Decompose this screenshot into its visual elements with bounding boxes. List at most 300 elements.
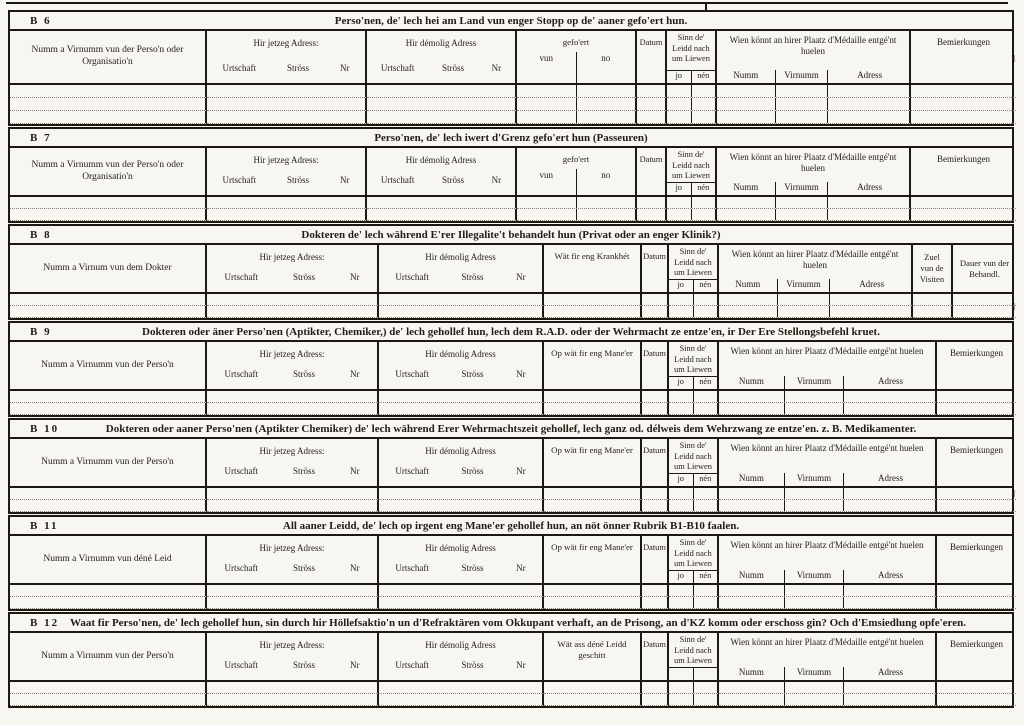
col-special-header (544, 342, 642, 389)
entry-cell (642, 488, 669, 500)
entry-subcells (517, 209, 635, 220)
address-label: Hir démolig Adress (425, 640, 496, 650)
entry-cell (10, 597, 207, 609)
col-special-header (544, 536, 642, 583)
address-subheaders (367, 63, 515, 74)
subcol-label: Urtschaft (224, 562, 258, 573)
section-title-row (10, 226, 1012, 245)
col-current-address-header (207, 245, 379, 292)
entry-row (10, 585, 1012, 597)
entry-cell (642, 682, 669, 694)
subcol-label: Urtschaft (395, 465, 429, 476)
subcol-label: Adress (829, 279, 913, 292)
entry-subcells (669, 391, 717, 402)
entry-subcells (667, 111, 715, 123)
col-current-address-header (207, 536, 379, 583)
entry-cell (719, 597, 937, 609)
entry-subcells (667, 197, 715, 208)
entry-cell (667, 98, 717, 111)
entry-cell (10, 111, 207, 124)
entry-subcells (669, 294, 717, 305)
col-alive-header (669, 439, 719, 486)
col-former-address-header (367, 148, 517, 195)
section-header-row (10, 633, 1012, 682)
col-medal-recipient-header (717, 31, 911, 83)
section-id: B 6 (30, 14, 52, 27)
entry-cell (719, 500, 937, 512)
col-former-address-header (379, 439, 544, 486)
col-former-address-header (379, 633, 544, 680)
subcol-label: Nr (516, 368, 526, 379)
section-title: All aaner Leidd, de' lech op irgent eng Mane'er gehollef hun, an nöt önner Rubrik B1-B10 faalen. (282, 519, 740, 532)
entry-cell (367, 197, 517, 209)
entry-row (10, 500, 1012, 512)
special-label: Op wät fir eng Mane'er (551, 348, 633, 358)
entry-cell (913, 294, 953, 306)
medal-recipient-subheaders (719, 570, 935, 583)
entry-cell (937, 597, 1016, 609)
entry-cell (669, 500, 719, 512)
address-label: Hir jetzeg Adress: (253, 38, 319, 48)
alive-label: Sinn de' Leidd nach um Liewen (674, 635, 712, 665)
entry-cell (719, 294, 913, 306)
address-label: Hir jetzeg Adress: (259, 252, 325, 262)
alive-subheaders (669, 376, 717, 389)
subcol-label: Ströss (441, 174, 464, 185)
alive-subheaders (669, 473, 717, 486)
entry-row (10, 682, 1012, 694)
section-b10 (8, 418, 1014, 514)
section-header-row (10, 439, 1012, 488)
col-special-header (517, 148, 637, 195)
alive-subheaders (669, 570, 717, 583)
entry-subcells (719, 500, 935, 511)
address-label: Hir démolig Adress (425, 543, 496, 553)
col-special-header (544, 245, 642, 292)
subcol-label: Nr (516, 465, 526, 476)
subcol-label: jo (675, 71, 682, 80)
entry-row (10, 98, 1012, 111)
col-medal-recipient-header (719, 633, 937, 680)
section-title-row (10, 420, 1012, 439)
subcol-label: Ströss (461, 465, 484, 476)
entry-row (10, 294, 1012, 306)
col-name-header: Numm a Virnumm vun der Perso'n (10, 633, 207, 680)
medal-recipient-subheaders (719, 473, 935, 486)
entry-cell (207, 306, 379, 318)
subcol-label: Numm (738, 570, 764, 580)
section-header-row (10, 342, 1012, 391)
subcol-label: Numm (738, 376, 764, 386)
entry-cell (717, 98, 911, 111)
subcol-label: nén (693, 571, 718, 583)
entry-cell (642, 306, 669, 318)
medal-recipient-label: Wien könnt an hirer Plaatz d'Médaille entgé'nt huelen (729, 152, 897, 174)
entry-cell (669, 294, 719, 306)
subcol-label: Urtschaft (380, 62, 415, 73)
subcol-label: Ströss (461, 562, 484, 573)
subcol-label: Virnumm (784, 473, 843, 486)
section-id: B 9 (30, 325, 52, 338)
entry-cell (379, 597, 544, 609)
subcol-label: Adress (843, 376, 937, 389)
col-special-header (544, 439, 642, 486)
subcol-label: Ströss (292, 659, 315, 670)
subcol-label: nén (691, 183, 716, 195)
alive-subheaders (667, 70, 715, 83)
subcol-label: Urtschaft (395, 271, 429, 282)
entry-cell (544, 306, 642, 318)
entry-cell (544, 294, 642, 306)
entry-cell (717, 197, 911, 209)
entry-row (10, 197, 1012, 209)
col-tail-0-header: Bemierkungen (950, 639, 1003, 649)
entry-cell (544, 488, 642, 500)
address-subheaders (379, 369, 542, 380)
col-name-header: Numm a Virnumm vun déné Leid (10, 536, 207, 583)
alive-label: Sinn de' Leidd nach um Liewen (674, 441, 712, 471)
address-label: Hir démolig Adress (425, 446, 496, 456)
entry-cell (669, 694, 719, 706)
subcol-label: Ströss (292, 368, 315, 379)
entry-cell (379, 391, 544, 403)
col-special-header (544, 633, 642, 680)
medal-recipient-label: Wien könnt an hirer Plaatz d'Médaille entgé'nt huelen (730, 637, 924, 647)
col-name-header: Numm a Virnumm vun der Perso'n (10, 439, 207, 486)
subcol-label: Ströss (292, 465, 315, 476)
section-header-row (10, 536, 1012, 585)
alive-label: Sinn de' Leidd nach um Liewen (674, 344, 712, 374)
address-label: Hir jetzeg Adress: (259, 640, 325, 650)
entry-cell (207, 488, 379, 500)
col-tail-0-header: Bemierkungen (937, 154, 990, 164)
subcol-label: Urtschaft (380, 174, 415, 185)
entry-cell (207, 403, 379, 415)
page-top-edge-line (6, 2, 1008, 4)
entry-subcells (669, 488, 717, 499)
entry-cell (717, 85, 911, 98)
section-title-row (10, 129, 1012, 148)
entry-row (10, 488, 1012, 500)
entry-cell (937, 391, 1016, 403)
subcol-label: Ströss (461, 271, 484, 282)
entry-cell (719, 391, 937, 403)
entry-row (10, 597, 1012, 609)
entry-cell (517, 197, 637, 209)
entry-cell (10, 209, 207, 221)
subcol-label: Urtschaft (224, 465, 258, 476)
subcol-label: Nr (491, 62, 502, 73)
entry-cell (544, 682, 642, 694)
address-subheaders (379, 466, 542, 477)
section-title: Perso'nen, de' lech iwert d'Grenz gefo'ert hun (Passeuren) (374, 131, 648, 144)
entry-cell (911, 197, 1016, 209)
subcol-label: Virnumm (775, 70, 828, 83)
entry-subcells (717, 197, 909, 208)
subcol-label: Virnumm (775, 182, 828, 195)
address-label: Hir démolig Adress (425, 252, 496, 262)
address-subheaders (207, 563, 377, 574)
col-current-address-header (207, 342, 379, 389)
entry-cell (517, 111, 637, 124)
subcol-label: Urtschaft (224, 271, 258, 282)
medal-recipient-subheaders (717, 70, 909, 83)
subcol-label: vun (539, 52, 553, 63)
entry-row (10, 306, 1012, 318)
entry-cell (517, 85, 637, 98)
subcol-label: Nr (516, 562, 526, 573)
entry-subcells (667, 209, 715, 220)
col-tail-0-header: Bemierkungen (950, 348, 1003, 358)
entry-cell (637, 85, 667, 98)
entry-cell (719, 682, 937, 694)
subcol-label: Urtschaft (395, 659, 429, 670)
entry-cell (669, 585, 719, 597)
entry-subcells (669, 597, 717, 608)
subcol-label: Adress (843, 473, 937, 486)
section-header-row (10, 148, 1012, 197)
subcol-label: jo (675, 183, 682, 192)
col-datum-header: Datum (637, 31, 667, 83)
subcol-label: Nr (491, 174, 502, 185)
entry-subcells (517, 85, 635, 97)
entry-cell (10, 694, 207, 706)
col-alive-header (667, 148, 717, 195)
section-b7 (8, 127, 1014, 223)
subcol-label: Nr (349, 659, 360, 670)
subcol-label: Urtschaft (395, 368, 429, 379)
subcol-label: Urtschaft (224, 659, 258, 670)
col-alive-header (669, 245, 719, 292)
entry-cell (719, 403, 937, 415)
medal-recipient-subheaders (719, 376, 935, 389)
entry-cell (10, 306, 207, 318)
col-tail-0-header: Bemierkungen (950, 445, 1003, 455)
subcol-label: Ströss (461, 659, 484, 670)
section-title-row (10, 614, 1012, 633)
col-alive-header (669, 633, 719, 680)
entry-subcells (719, 403, 935, 414)
entry-subcells (669, 585, 717, 596)
entry-cell (717, 209, 911, 221)
medal-recipient-label: Wien könnt an hirer Plaatz d'Médaille entgé'nt huelen (730, 346, 924, 356)
subcol-label: Adress (843, 570, 937, 583)
section-id: B 10 (30, 422, 60, 435)
entry-cell (10, 403, 207, 415)
special-label: gefo'ert (562, 37, 590, 47)
subcol-label: Ströss (292, 562, 315, 573)
subcol-label: nén (693, 474, 718, 486)
col-tail-1-header: Dauer vun der Behandl. (959, 257, 1010, 279)
entry-cell (207, 597, 379, 609)
subcol-label: Numm (735, 279, 761, 289)
entry-cell (669, 597, 719, 609)
entry-cell (911, 98, 1016, 111)
entry-cell (953, 306, 1016, 318)
entry-subcells (517, 197, 635, 208)
col-special-header (517, 31, 637, 83)
entry-cell (207, 111, 367, 124)
entry-subcells (517, 111, 635, 123)
section-header-row (10, 31, 1012, 85)
alive-subheaders (669, 279, 717, 292)
entry-subcells (669, 306, 717, 317)
col-former-address-header (379, 342, 544, 389)
alive-label: Sinn de' Leidd nach um Liewen (672, 33, 710, 63)
entry-cell (10, 85, 207, 98)
special-label: Wät fir eng Krankhét (554, 251, 630, 261)
col-medal-recipient-header (719, 536, 937, 583)
entry-cell (667, 209, 717, 221)
col-datum-header: Datum (637, 148, 667, 195)
address-subheaders (367, 175, 515, 186)
address-label: Hir jetzeg Adress: (259, 446, 325, 456)
entry-subcells (719, 585, 935, 596)
subcol-label: nén (691, 71, 716, 83)
medal-recipient-subheaders (719, 667, 935, 680)
entry-cell (642, 585, 669, 597)
alive-subheaders (669, 667, 717, 680)
entry-cell (719, 488, 937, 500)
entry-subcells (667, 98, 715, 110)
entry-subcells (719, 597, 935, 608)
entry-row (10, 209, 1012, 221)
subcol-label: jo (677, 377, 684, 386)
entry-cell (544, 391, 642, 403)
entry-subcells (717, 85, 909, 97)
section-id: B 12 (30, 616, 60, 629)
entry-cell (207, 197, 367, 209)
col-former-address-header (379, 536, 544, 583)
section-b9 (8, 321, 1014, 417)
alive-subheaders (667, 182, 715, 195)
col-medal-recipient-header (719, 439, 937, 486)
subcol-label: Virnumm (784, 570, 843, 583)
entry-cell (207, 500, 379, 512)
entry-cell (207, 391, 379, 403)
section-title-row (10, 323, 1012, 342)
entry-cell (379, 694, 544, 706)
subcol-label: Nr (516, 271, 526, 282)
address-subheaders (207, 466, 377, 477)
entry-cell (207, 694, 379, 706)
address-subheaders (207, 63, 365, 74)
entry-subcells (719, 682, 935, 693)
subcol-label: Ströss (292, 271, 315, 282)
col-former-address-header (367, 31, 517, 83)
medal-recipient-label: Wien könnt an hirer Plaatz d'Médaille entgé'nt huelen (730, 443, 924, 453)
col-datum-header: Datum (642, 245, 669, 292)
entry-cell (207, 98, 367, 111)
subcol-label: no (576, 52, 636, 83)
medal-recipient-label: Wien könnt an hirer Plaatz d'Médaille entgé'nt huelen (731, 249, 899, 271)
entry-cell (517, 209, 637, 221)
entry-cell (669, 306, 719, 318)
entry-subcells (669, 403, 717, 414)
subcol-label: no (576, 169, 636, 195)
address-subheaders (207, 175, 365, 186)
medal-recipient-label: Wien könnt an hirer Plaatz d'Médaille entgé'nt huelen (730, 540, 924, 550)
col-medal-recipient-header (719, 342, 937, 389)
section-title: Dokteren oder aaner Perso'nen (Aptikter Chemiker) de' lech während Erer Wehrmachtszeit gehollef, lech ganz od. délweis dem Wehrzwang ze entze'en. z. B. Medikamenter. (105, 422, 917, 435)
entry-cell (669, 682, 719, 694)
subcol-label: Urtschaft (395, 562, 429, 573)
subcol-label: Ströss (286, 62, 309, 73)
subcol-label: Adress (827, 182, 911, 195)
col-name-header: Numm a Virnumm vun der Perso'n oder Organisatio'n (10, 31, 207, 83)
col-tail-0-header: Bemierkungen (937, 37, 990, 47)
entry-cell (207, 585, 379, 597)
address-label: Hir démolig Adress (425, 349, 496, 359)
subcol-label: Virnumm (777, 279, 830, 292)
entry-cell (207, 294, 379, 306)
entry-subcells (669, 682, 717, 693)
entry-subcells (717, 111, 909, 123)
entry-cell (719, 694, 937, 706)
subcol-label: Urtschaft (222, 174, 256, 185)
medal-recipient-label: Wien könnt an hirer Plaatz d'Médaille entgé'nt huelen (729, 35, 897, 57)
entry-cell (642, 694, 669, 706)
section-b8 (8, 224, 1014, 320)
subcol-label: Virnumm (784, 376, 843, 389)
address-label: Hir jetzeg Adress: (253, 155, 319, 165)
special-label: gefo'ert (562, 154, 590, 164)
entry-subcells (719, 391, 935, 402)
col-current-address-header (207, 439, 379, 486)
section-title: Waat fir Perso'nen, de' lech gehollef hun, sin durch hir Höllefsaktio'n un d'Refraktären vom Okkupant verhaft, an de Prisong, an d'KZ komm oder erschoss gin? Och d'Emsiedlung opfe'eren. (70, 616, 966, 629)
entry-cell (719, 306, 913, 318)
section-b6 (8, 10, 1014, 126)
entry-row (10, 403, 1012, 415)
entry-cell (937, 500, 1016, 512)
entry-cell (911, 85, 1016, 98)
col-tail-0-header: Zuel vun de Visiten (913, 245, 953, 292)
entry-cell (367, 85, 517, 98)
alive-label: Sinn de' Leidd nach um Liewen (674, 247, 712, 277)
col-former-address-header (379, 245, 544, 292)
col-medal-recipient-header (719, 245, 913, 292)
subcol-label: jo (677, 280, 684, 289)
entry-cell (517, 98, 637, 111)
entry-cell (544, 585, 642, 597)
subcol-label (693, 668, 718, 680)
subcol-label: Virnumm (784, 667, 843, 680)
address-label: Hir démolig Adress (405, 38, 477, 48)
entry-cell (367, 111, 517, 124)
subcol-label: Numm (738, 667, 764, 677)
subcol-label (669, 668, 693, 680)
subcol-label: Urtschaft (224, 368, 258, 379)
entry-cell (367, 98, 517, 111)
entry-cell (642, 294, 669, 306)
col-name-header: Numm a Virnum vun dem Dokter (10, 245, 207, 292)
entry-cell (937, 585, 1016, 597)
entry-cell (10, 682, 207, 694)
entry-cell (637, 111, 667, 124)
entry-cell (642, 597, 669, 609)
entry-subcells (719, 694, 935, 705)
address-subheaders (207, 660, 377, 671)
subcol-label: Nr (339, 62, 350, 73)
entry-cell (637, 209, 667, 221)
subcol-label: Numm (733, 182, 759, 192)
special-subheaders (517, 52, 635, 83)
entry-cell (379, 500, 544, 512)
section-title: Perso'nen, de' lech hei am Land vun enger Stopp op de' aaner gefo'ert hun. (334, 14, 688, 27)
entry-cell (379, 488, 544, 500)
entry-cell (544, 500, 642, 512)
entry-cell (10, 294, 207, 306)
